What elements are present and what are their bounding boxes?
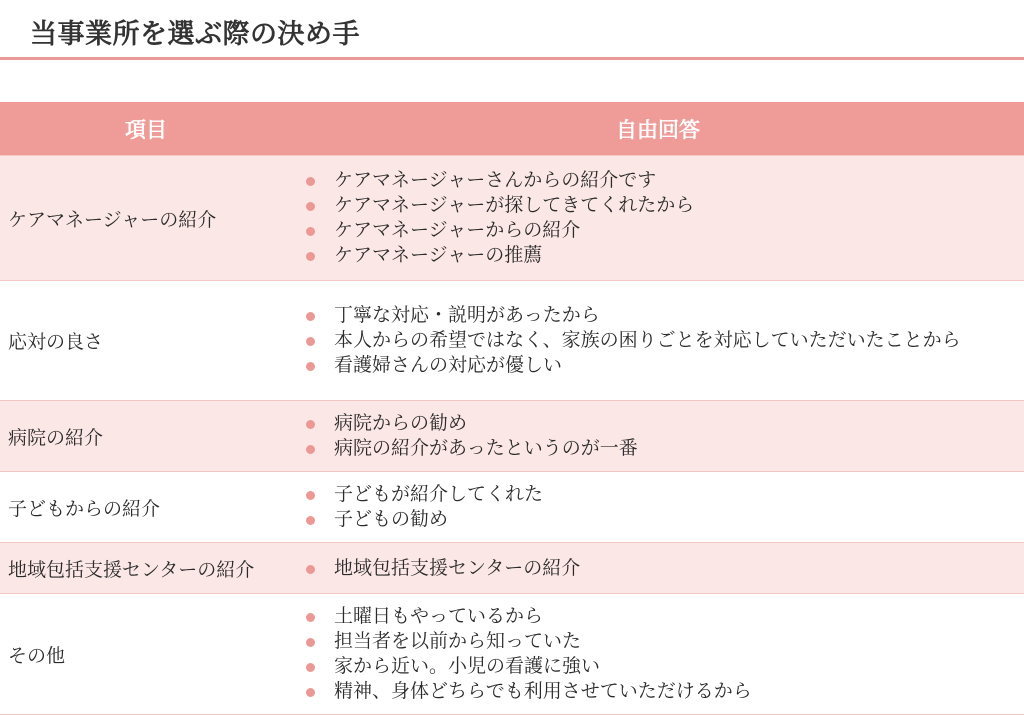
answer-text: 病院からの勧め — [334, 412, 468, 434]
answer-text: ケアマネージャーさんからの紹介です — [334, 169, 657, 191]
row-answers — [292, 156, 1024, 281]
row-answers — [292, 472, 1024, 543]
answer-item — [292, 679, 1018, 704]
answer-item — [292, 629, 1018, 654]
bullet-icon — [306, 312, 315, 321]
answer-text: 子どもの勧め — [334, 508, 449, 530]
table-header-row — [0, 102, 1024, 156]
bullet-icon — [306, 445, 315, 454]
header-item: 項目 — [0, 102, 292, 156]
bullet-icon — [306, 516, 315, 525]
answer-text: 本人からの希望ではなく、家族の困りごとを対応していただいたことから — [334, 329, 961, 351]
row-answers — [292, 594, 1024, 715]
answer-text: 土曜日もやっているから — [334, 605, 544, 627]
bullet-icon — [306, 613, 315, 622]
answer-text: 看護婦さんの対応が優しい — [334, 354, 563, 376]
answer-text: ケアマネージャーの推薦 — [334, 244, 543, 266]
bullet-icon — [306, 638, 315, 647]
answer-item — [292, 507, 1018, 532]
answer-item — [292, 218, 1018, 243]
row-answers — [292, 543, 1024, 594]
bullet-icon — [306, 337, 315, 346]
bullet-icon — [306, 202, 315, 211]
page-title: 当事業所を選ぶ際の決め手 — [30, 19, 360, 50]
row-item-label: その他 — [0, 594, 292, 715]
table-row — [0, 401, 1024, 472]
answer-text: ケアマネージャーが探してきてくれたから — [334, 194, 695, 216]
answer-item — [292, 353, 1018, 378]
answer-item — [292, 303, 1018, 328]
reasons-table — [0, 102, 1024, 715]
row-item-label: 病院の紹介 — [0, 401, 292, 472]
bullet-icon — [306, 420, 315, 429]
header-free-answer: 自由回答 — [292, 102, 1024, 156]
bullet-icon — [306, 227, 315, 236]
answer-item — [292, 243, 1018, 268]
answer-text: 精神、身体どちらでも利用させていただけるから — [334, 680, 752, 702]
answer-item — [292, 328, 1018, 353]
answer-text: 子どもが紹介してくれた — [334, 483, 544, 505]
answer-item — [292, 168, 1018, 193]
answer-item — [292, 654, 1018, 679]
row-item-label: 地域包括支援センターの紹介 — [0, 543, 292, 594]
answer-item — [292, 436, 1018, 461]
table-row — [0, 281, 1024, 401]
bullet-icon — [306, 688, 315, 697]
table-row — [0, 156, 1024, 281]
answer-text: 地域包括支援センターの紹介 — [334, 556, 581, 579]
row-item-label: ケアマネージャーの紹介 — [0, 156, 292, 281]
answer-item — [292, 604, 1018, 629]
table-row — [0, 594, 1024, 715]
bullet-icon — [306, 252, 315, 261]
bullet-icon — [306, 177, 315, 186]
bullet-icon — [306, 491, 315, 500]
row-answers — [292, 281, 1024, 401]
answer-text: 家から近い。小児の看護に強い — [334, 655, 601, 677]
bullet-icon — [306, 663, 315, 672]
table-row — [0, 543, 1024, 594]
answer-item — [292, 411, 1018, 436]
row-item-label: 応対の良さ — [0, 281, 292, 401]
bullet-icon — [306, 565, 315, 574]
bullet-icon — [306, 362, 315, 371]
row-answers — [292, 401, 1024, 472]
answer-text: 担当者を以前から知っていた — [334, 630, 582, 652]
answer-item — [292, 193, 1018, 218]
answer-item — [292, 556, 1018, 581]
title-divider — [0, 57, 1024, 60]
answer-text: ケアマネージャーからの紹介 — [334, 219, 581, 241]
answer-text: 丁寧な対応・説明があったから — [334, 304, 600, 326]
table-row — [0, 472, 1024, 543]
row-item-label: 子どもからの紹介 — [0, 472, 292, 543]
answer-text: 病院の紹介があったというのが一番 — [334, 437, 638, 459]
answer-item — [292, 482, 1018, 507]
